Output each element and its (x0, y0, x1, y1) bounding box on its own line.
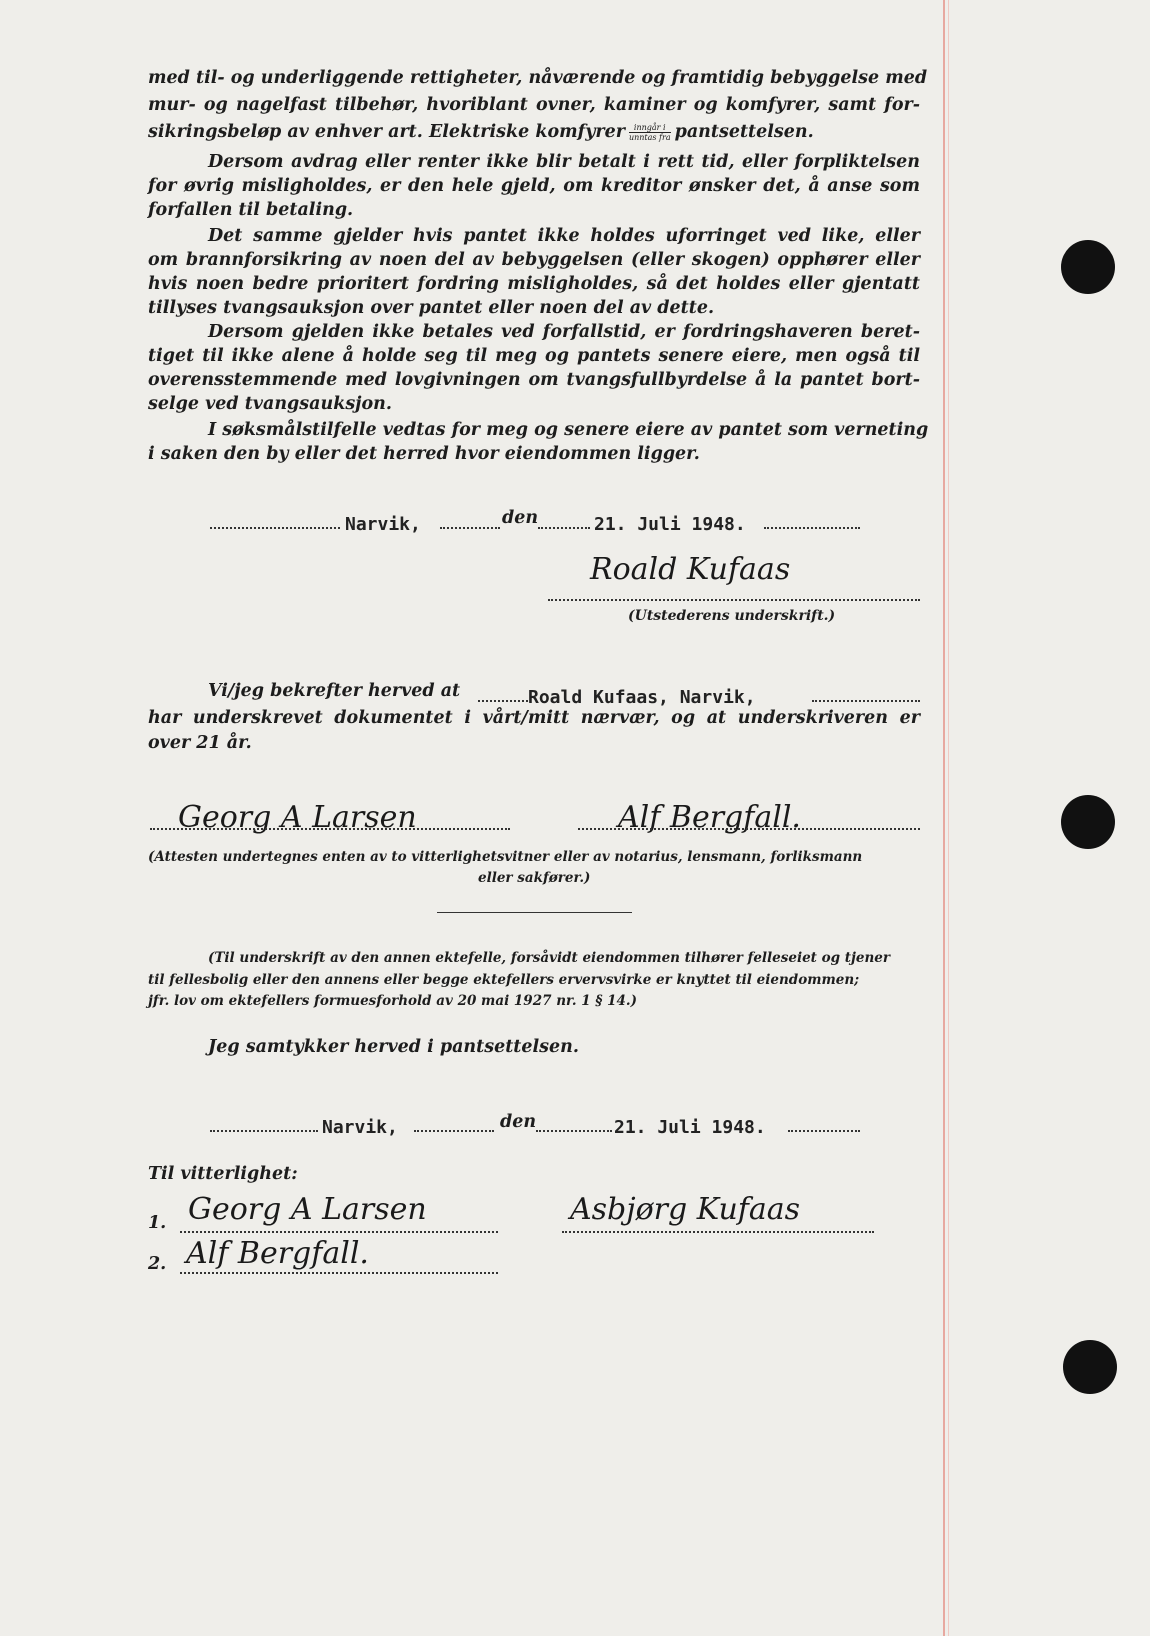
fraction-inngar-unntas (629, 123, 671, 142)
body-line: for øvrig misligholdes, er den hele gjeld, om kreditor ønsker det, å anse som (148, 176, 920, 196)
punch-hole-middle (1061, 795, 1115, 849)
body-line: forfallen til betaling. (148, 200, 354, 220)
issuer-signature: Roald Kufaas (590, 552, 791, 587)
body-line: mur- og nagelfast tilbehør, hvoriblant ovner, kaminer og komfyrer, samt for- (148, 95, 920, 115)
confirmation-line: har underskrevet dokumentet i vårt/mitt nærvær, og at underskriveren er (148, 708, 920, 728)
signature-line (180, 1272, 498, 1274)
punch-hole-top (1061, 240, 1115, 294)
margin-line-shadow (948, 0, 949, 1636)
date-field: 21. Juli 1948. (594, 514, 746, 535)
margin-line (943, 0, 945, 1636)
witness-note: (Attesten undertegnes enten av to vitterlighetsvitner eller av notarius, lensmann, forliksmann (148, 849, 863, 865)
signature-line (180, 1231, 498, 1233)
fraction-top: inngår i (629, 123, 671, 133)
body-line: I søksmålstilfelle vedtas for meg og senere eiere av pantet som verneting (208, 420, 929, 440)
punch-hole-bottom (1063, 1340, 1117, 1394)
signature-line (578, 828, 920, 830)
body-line: selge ved tvangsauksjon. (148, 394, 392, 414)
body-line: Det samme gjelder hvis pantet ikke holdes uforringet ved like, eller (208, 226, 920, 246)
body-line: Dersom gjelden ikke betales ved forfallstid, er fordringshaveren beret- (208, 322, 920, 342)
body-line: tillyses tvangsauksjon over pantet eller noen del av dette. (148, 298, 715, 318)
body-line: med til- og underliggende rettigheter, nåværende og framtidig bebyggelse med (148, 68, 928, 88)
dotted-fill (414, 1130, 494, 1132)
body-line: hvis noen bedre prioritert fordring misligholdes, så det holdes eller gjentatt (148, 274, 920, 294)
body-line-text: sikringsbeløp av enhver art. Elektriske komfyrer (148, 122, 625, 142)
witness-signature-2: Alf Bergfall. (618, 800, 801, 835)
witness-signature-1: Georg A Larsen (178, 800, 417, 835)
body-line: tiget til ikke alene å holde seg til meg og pantets senere eiere, men også til (148, 346, 920, 366)
dotted-fill (478, 700, 528, 702)
dotted-fill (538, 527, 590, 529)
dotted-fill (210, 1130, 318, 1132)
spouse-note-line: (Til underskrift av den annen ektefelle, forsåvidt eiendommen tilhører felleseiet og tjener (208, 950, 890, 966)
dotted-fill (788, 1130, 860, 1132)
signature-line (562, 1231, 874, 1233)
dotted-fill (440, 527, 500, 529)
body-line (148, 120, 814, 144)
witness-number: 1. (148, 1213, 167, 1233)
confirmation-lead: Vi/jeg bekrefter herved at (208, 681, 461, 701)
body-line: Dersom avdrag eller renter ikke blir betalt i rett tid, eller forpliktelsen (208, 152, 920, 172)
spouse-note-line: jfr. lov om ektefellers formuesforhold av 20 mai 1927 nr. 1 § 14.) (148, 993, 638, 1009)
witness-number: 2. (148, 1254, 167, 1274)
body-line-text: pantsettelsen. (674, 122, 814, 142)
signature-line (150, 828, 510, 830)
body-line: overensstemmende med lovgivningen om tvangsfullbyrdelse å la pantet bort- (148, 370, 920, 390)
place-field: Narvik, (345, 514, 421, 535)
signature-line (548, 599, 920, 601)
fraction-bottom: unntas fra (628, 133, 671, 142)
spouse-note-line: til fellesbolig eller den annens eller begge ektefellers ervervsvirke er knyttet til eiendommen; (148, 972, 860, 988)
dotted-fill (210, 527, 340, 529)
den-label: den (502, 508, 539, 528)
section-divider (437, 912, 632, 913)
body-line: om brannforsikring av noen del av bebyggelsen (eller skogen) opphører eller (148, 250, 920, 270)
attestation-witness-1: Georg A Larsen (188, 1192, 427, 1227)
spouse-signature: Asbjørg Kufaas (570, 1192, 801, 1227)
body-line: i saken den by eller det herred hvor eiendommen ligger. (148, 444, 700, 464)
dotted-fill (764, 527, 860, 529)
confirmation-line: over 21 år. (148, 733, 252, 753)
den-label: den (500, 1112, 537, 1132)
dotted-fill (812, 700, 920, 702)
attestation-witness-2: Alf Bergfall. (186, 1236, 369, 1271)
witness-note: eller sakfører.) (478, 870, 591, 886)
date-field: 21. Juli 1948. (614, 1117, 766, 1138)
dotted-fill (536, 1130, 612, 1132)
place-field: Narvik, (322, 1117, 398, 1138)
consent-text: Jeg samtykker herved i pantsettelsen. (208, 1037, 579, 1057)
issuer-caption: (Utstederens underskrift.) (628, 608, 836, 624)
attestation-heading: Til vitterlighet: (148, 1164, 298, 1184)
confirmation-name: Roald Kufaas, Narvik, (528, 687, 756, 708)
